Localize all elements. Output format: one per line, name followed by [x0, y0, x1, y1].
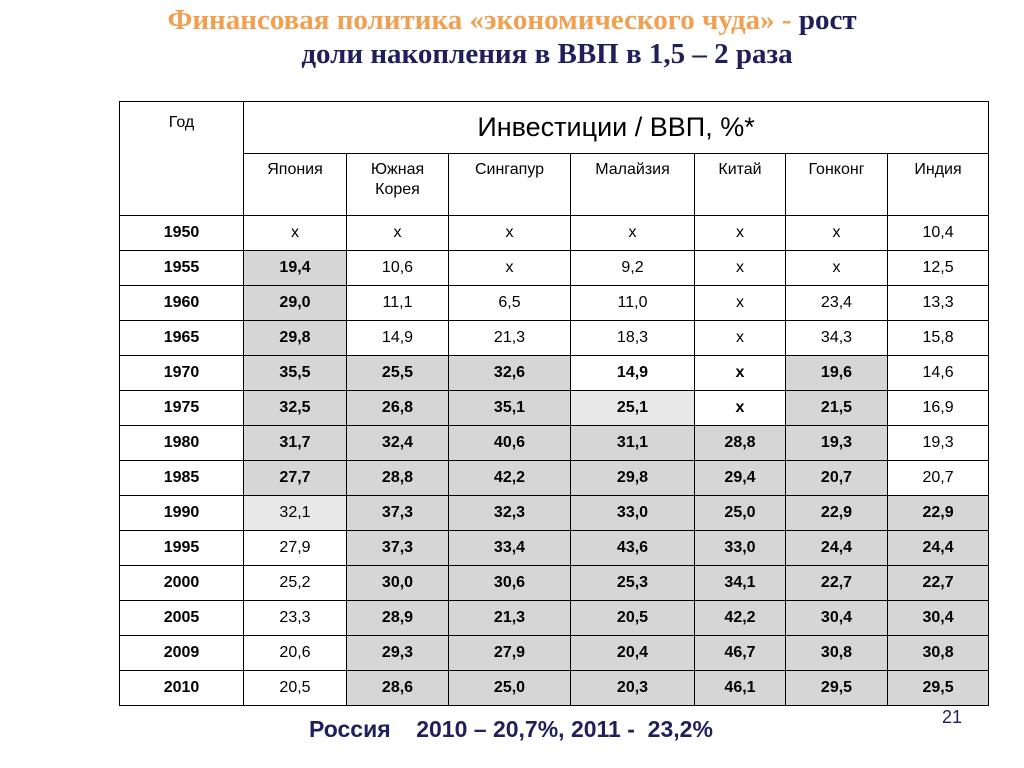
value-cell: x	[695, 356, 786, 391]
year-cell: 1955	[120, 251, 244, 286]
value-cell: 25,2	[244, 566, 347, 601]
value-cell: x	[244, 216, 347, 251]
value-cell: 46,1	[695, 671, 786, 706]
russia-note: Россия 2010 – 20,7%, 2011 - 23,2%	[309, 716, 713, 742]
value-cell: 19,3	[786, 426, 888, 461]
value-cell: 25,1	[571, 391, 695, 426]
value-cell: 10,4	[888, 216, 989, 251]
table-row	[120, 461, 989, 496]
table-row	[120, 356, 989, 391]
table-row	[120, 426, 989, 461]
value-cell: 26,8	[347, 391, 449, 426]
value-cell: 32,6	[449, 356, 571, 391]
country-header-malaysia: Малайзия	[571, 154, 695, 216]
investment-gdp-header: Инвестиции / ВВП, %*	[244, 102, 989, 154]
value-cell: 22,7	[888, 566, 989, 601]
value-cell: 13,3	[888, 286, 989, 321]
value-cell: 29,5	[888, 671, 989, 706]
value-cell: 33,0	[695, 531, 786, 566]
table-row	[120, 391, 989, 426]
value-cell: 14,9	[347, 321, 449, 356]
value-cell: 29,3	[347, 636, 449, 671]
value-cell: 40,6	[449, 426, 571, 461]
table-row	[120, 566, 989, 601]
value-cell: 29,8	[244, 321, 347, 356]
value-cell: 37,3	[347, 496, 449, 531]
year-cell: 2009	[120, 636, 244, 671]
year-cell: 2010	[120, 671, 244, 706]
country-header-china: Китай	[695, 154, 786, 216]
value-cell: 30,6	[449, 566, 571, 601]
year-cell: 2000	[120, 566, 244, 601]
value-cell: 21,5	[786, 391, 888, 426]
value-cell: 28,8	[695, 426, 786, 461]
value-cell: 27,9	[244, 531, 347, 566]
page-number: 21	[942, 707, 963, 727]
value-cell: 42,2	[449, 461, 571, 496]
value-cell: 31,1	[571, 426, 695, 461]
value-cell: 33,4	[449, 531, 571, 566]
value-cell: 25,0	[449, 671, 571, 706]
value-cell: 24,4	[786, 531, 888, 566]
value-cell: 14,6	[888, 356, 989, 391]
value-cell: 18,3	[571, 321, 695, 356]
value-cell: 35,5	[244, 356, 347, 391]
slide-title	[0, 0, 1024, 71]
value-cell: 30,8	[888, 636, 989, 671]
value-cell: 22,9	[786, 496, 888, 531]
value-cell: 27,9	[449, 636, 571, 671]
country-header-south-korea: Южная Корея	[347, 154, 449, 216]
year-cell: 1970	[120, 356, 244, 391]
value-cell: 21,3	[449, 321, 571, 356]
value-cell: x	[347, 216, 449, 251]
value-cell: 9,2	[571, 251, 695, 286]
value-cell: 28,6	[347, 671, 449, 706]
value-cell: 31,7	[244, 426, 347, 461]
value-cell: 42,2	[695, 601, 786, 636]
country-header-india: Индия	[888, 154, 989, 216]
country-header-singapore: Сингапур	[449, 154, 571, 216]
value-cell: 29,4	[695, 461, 786, 496]
investment-gdp-table	[119, 101, 989, 706]
value-cell: x	[571, 216, 695, 251]
value-cell: 46,7	[695, 636, 786, 671]
value-cell: x	[695, 286, 786, 321]
value-cell: 11,0	[571, 286, 695, 321]
table-row	[120, 531, 989, 566]
value-cell: 19,3	[888, 426, 989, 461]
value-cell: 10,6	[347, 251, 449, 286]
value-cell: 27,7	[244, 461, 347, 496]
value-cell: 32,4	[347, 426, 449, 461]
value-cell: 6,5	[449, 286, 571, 321]
country-header-hong-kong: Гонконг	[786, 154, 888, 216]
value-cell: 24,4	[888, 531, 989, 566]
value-cell: x	[449, 216, 571, 251]
year-cell: 1975	[120, 391, 244, 426]
year-cell: 1985	[120, 461, 244, 496]
value-cell: 30,4	[786, 601, 888, 636]
year-column-header: Год	[120, 102, 244, 216]
value-cell: 22,7	[786, 566, 888, 601]
value-cell: 20,3	[571, 671, 695, 706]
table-body	[120, 216, 989, 706]
value-cell: 19,6	[786, 356, 888, 391]
value-cell: 34,3	[786, 321, 888, 356]
title-orange-part: Финансовая политика «экономического чуда» -	[167, 4, 792, 36]
value-cell: 32,1	[244, 496, 347, 531]
value-cell: 20,5	[244, 671, 347, 706]
value-cell: 20,5	[571, 601, 695, 636]
value-cell: 43,6	[571, 531, 695, 566]
value-cell: 20,7	[786, 461, 888, 496]
value-cell: 25,0	[695, 496, 786, 531]
value-cell: 25,3	[571, 566, 695, 601]
title-dark-part: рост	[791, 4, 857, 36]
value-cell: 30,4	[888, 601, 989, 636]
value-cell: 15,8	[888, 321, 989, 356]
table-row	[120, 601, 989, 636]
value-cell: 32,3	[449, 496, 571, 531]
value-cell: x	[695, 216, 786, 251]
value-cell: 12,5	[888, 251, 989, 286]
year-cell: 1965	[120, 321, 244, 356]
table-row	[120, 251, 989, 286]
value-cell: 25,5	[347, 356, 449, 391]
value-cell: 16,9	[888, 391, 989, 426]
title-line-1	[0, 0, 1024, 37]
table-row	[120, 286, 989, 321]
table-row	[120, 671, 989, 706]
value-cell: 20,6	[244, 636, 347, 671]
value-cell: 29,5	[786, 671, 888, 706]
value-cell: x	[695, 391, 786, 426]
value-cell: 20,7	[888, 461, 989, 496]
value-cell: 29,8	[571, 461, 695, 496]
value-cell: 19,4	[244, 251, 347, 286]
table-row	[120, 636, 989, 671]
value-cell: x	[695, 251, 786, 286]
table-row	[120, 216, 989, 251]
value-cell: 34,1	[695, 566, 786, 601]
value-cell: 30,8	[786, 636, 888, 671]
value-cell: x	[449, 251, 571, 286]
value-cell: x	[786, 216, 888, 251]
value-cell: 21,3	[449, 601, 571, 636]
value-cell: 37,3	[347, 531, 449, 566]
value-cell: 28,8	[347, 461, 449, 496]
table-row	[120, 496, 989, 531]
value-cell: 22,9	[888, 496, 989, 531]
value-cell: 35,1	[449, 391, 571, 426]
value-cell: 33,0	[571, 496, 695, 531]
year-cell: 1960	[120, 286, 244, 321]
value-cell: 29,0	[244, 286, 347, 321]
value-cell: 14,9	[571, 356, 695, 391]
value-cell: 23,3	[244, 601, 347, 636]
year-cell: 1995	[120, 531, 244, 566]
year-cell: 1990	[120, 496, 244, 531]
value-cell: 32,5	[244, 391, 347, 426]
year-cell: 1980	[120, 426, 244, 461]
value-cell: 23,4	[786, 286, 888, 321]
value-cell: 30,0	[347, 566, 449, 601]
value-cell: 20,4	[571, 636, 695, 671]
value-cell: 11,1	[347, 286, 449, 321]
country-header-japan: Япония	[244, 154, 347, 216]
title-line-2: доли накопления в ВВП в 1,5 – 2 раза	[301, 38, 793, 70]
value-cell: x	[695, 321, 786, 356]
year-cell: 2005	[120, 601, 244, 636]
year-cell: 1950	[120, 216, 244, 251]
value-cell: 28,9	[347, 601, 449, 636]
value-cell: x	[786, 251, 888, 286]
table-row	[120, 321, 989, 356]
